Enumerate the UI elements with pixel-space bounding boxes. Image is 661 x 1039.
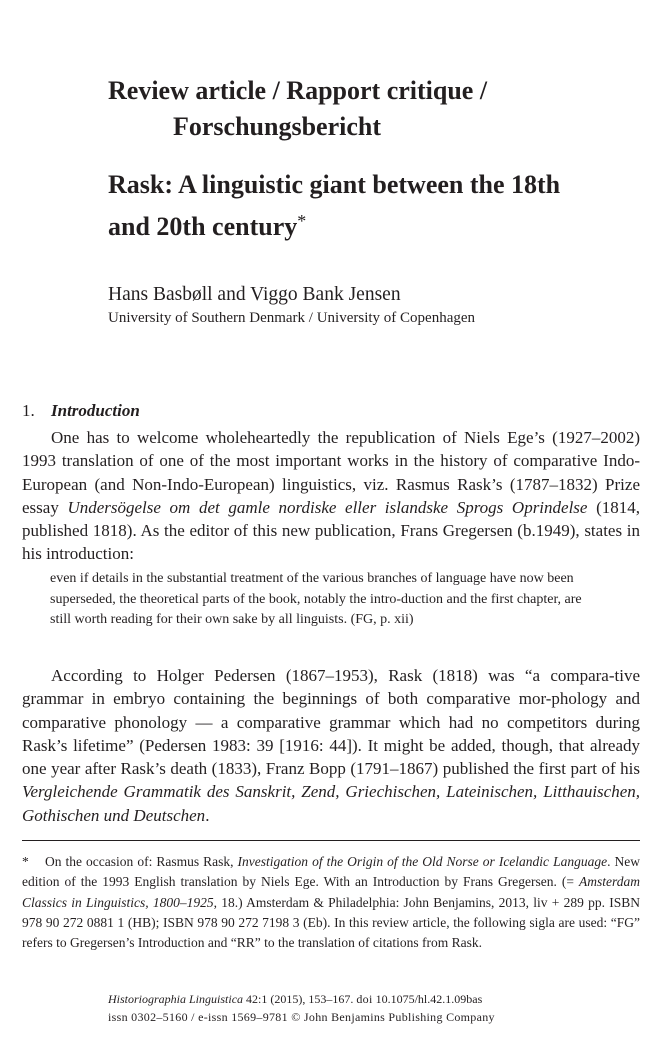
journal-citation: 42:1 (2015), 153–167.	[243, 992, 357, 1006]
doi-link[interactable]: 10.1075/hl.42.1.09bas	[372, 992, 483, 1006]
article-title	[108, 167, 588, 245]
affiliation: University of Southern Denmark / University of Copenhagen	[108, 310, 476, 326]
fn-text-2: . New edition of the 1993 English translation by Niels Ege. With an Introduction by Frans Gregersen. (=	[22, 854, 640, 890]
fn-text-1: On the occasion of: Rasmus Rask,	[45, 854, 238, 869]
section-number: 1.	[22, 401, 35, 420]
block-quote: even if details in the substantial treatment of the various branches of language have now been superseded, the theoretical parts of the book, notably the intro-duction and the first chapter, are still worth reading for their own sake by all linguists. (FG, p. xii)	[50, 571, 582, 627]
article-type-line2: Forschungsbericht	[173, 112, 381, 141]
footnote	[22, 852, 640, 953]
body-paragraph-2	[22, 664, 640, 827]
p2-italic-title: Vergleichende Grammatik des Sanskrit, Zend, Griechischen, Lateinischen, Litthauischen, Gothischen und Deutschen	[22, 782, 640, 825]
footnote-rule	[22, 840, 640, 841]
fn-italic-1: Investigation of the Origin of the Old Norse or Icelandic Language	[237, 854, 608, 869]
title-footnote-mark[interactable]: *	[297, 211, 307, 231]
section-heading	[22, 400, 140, 422]
article-title-text: Rask: A linguistic giant between the 18th and 20th century	[108, 170, 561, 241]
p1-text-2: (1814, published 1818). As the editor of this new publication, Frans Gregersen (b.1949), states in his introduction:	[22, 497, 640, 564]
page-footer	[108, 991, 495, 1026]
fn-italic-2: Amsterdam Classics in Linguistics, 1800–1925	[22, 874, 640, 910]
footer-citation-line	[108, 991, 495, 1009]
journal-name: Historiographia Linguistica	[108, 992, 244, 1006]
body-paragraph-1	[22, 426, 640, 566]
footnote-mark: *	[22, 854, 29, 869]
article-type-line1: Review article / Rapport critique /	[108, 76, 488, 105]
footer-issn-line: issn 0302–5160 / e-issn 1569–9781 © John Benjamins Publishing Company	[108, 1009, 495, 1024]
p1-italic-title: Undersögelse om det gamle nordiske eller islandske Sprogs Oprindelse	[67, 497, 588, 517]
doi-label: doi	[356, 992, 373, 1006]
fn-text-3: , 18.) Amsterdam & Philadelphia: John Benjamins, 2013, liv + 289 pp. ISBN 978 90 272 0881 1 (HB); ISBN 978 90 272 7198 3 (Eb). In this review article, the following sigla are used: “FG” refers to Gregersen’s Introduction and “RR” to the translation of citations from Rask.	[22, 894, 640, 951]
authors: Hans Basbøll and Viggo Bank Jensen	[108, 284, 401, 305]
p1-text-1: One has to welcome wholeheartedly the republication of Niels Ege’s (1927–2002) 1993 translation of one of the most important works in the history of comparative Indo-European (and Non-Indo-European) linguistics, viz. Rasmus Rask’s (1787–1832) Prize essay	[22, 428, 640, 517]
section-title: Introduction	[51, 401, 140, 420]
p2-text-2: .	[205, 805, 210, 825]
p2-text-1: According to Holger Pedersen (1867–1953), Rask (1818) was “a compara-tive grammar in embryo containing the beginnings of both comparative mor-phology and comparative phonology — a comparative grammar which had no competitors during Rask’s lifetime” (Pedersen 1983: 39 [1916: 44]). It might be added, though, that already one year after Rask’s death (1833), Franz Bopp (1791–1867) published the first part of his	[22, 666, 640, 779]
